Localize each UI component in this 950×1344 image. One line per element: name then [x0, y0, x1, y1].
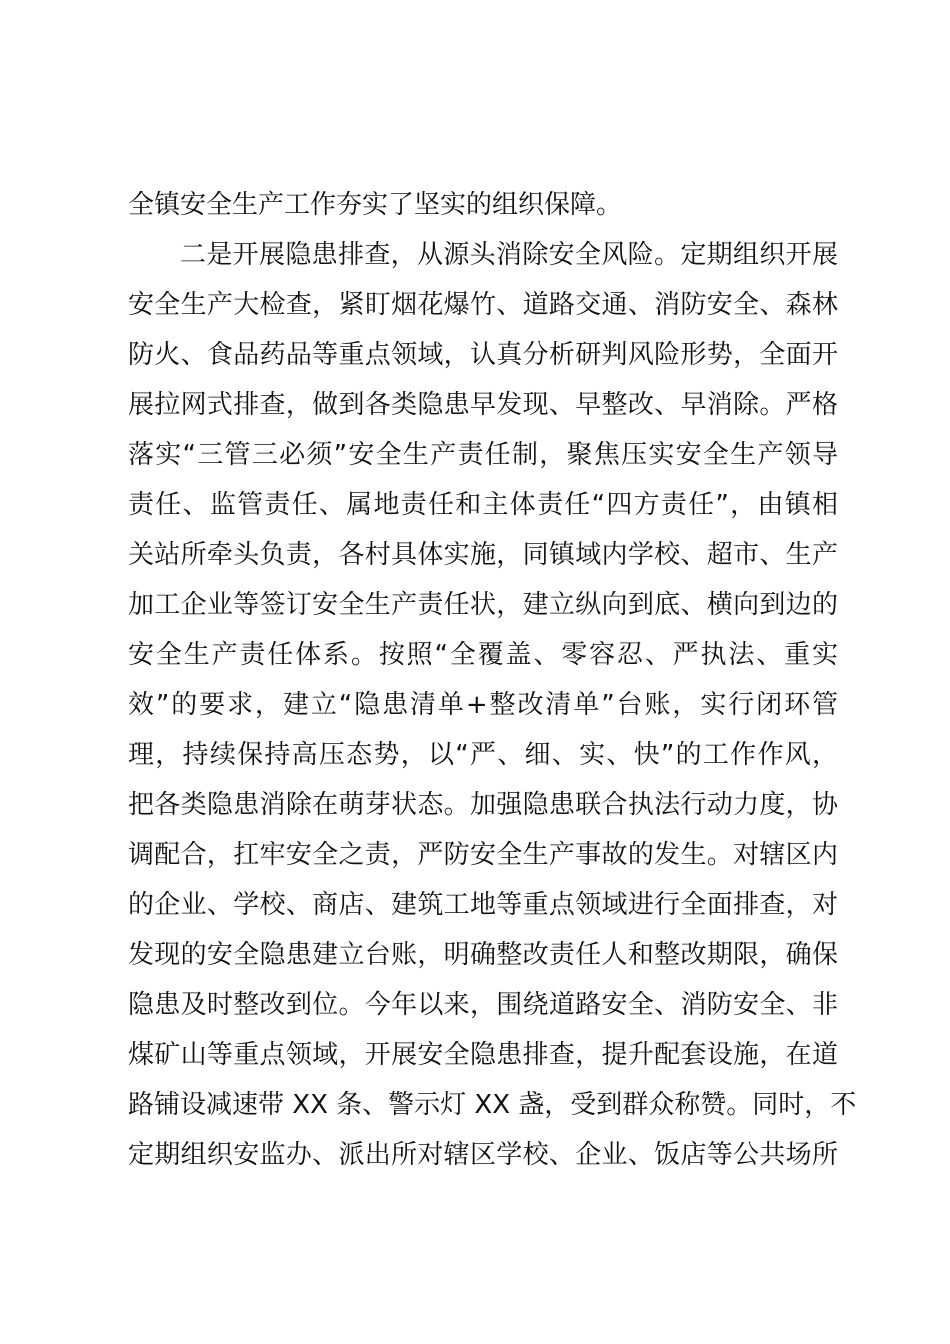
- text-line: 责任、监管责任、属地责任和主体责任“四方责任”，由镇相: [128, 490, 838, 520]
- text-line: 安全生产责任体系。按照“全覆盖、零容忍、严执法、重实: [128, 640, 838, 670]
- text-line: 调配合，扛牢安全之责，严防安全生产事故的发生。对辖区内: [128, 840, 838, 870]
- text-line: 定期组织安监办、派出所对辖区学校、企业、饭店等公共场所: [128, 1140, 838, 1170]
- text-line: 加工企业等签订安全生产责任状，建立纵向到底、横向到边的: [128, 590, 838, 620]
- body-text: [128, 180, 857, 1180]
- text-line: 煤矿山等重点领域，开展安全隐患排查，提升配套设施，在道: [128, 1040, 838, 1070]
- paragraph-first-line: 二是开展隐患排查，从源头消除安全风险。定期组织开展: [180, 240, 838, 270]
- text-line: 的企业、学校、商店、建筑工地等重点领域进行全面排查，对: [128, 890, 838, 920]
- text-line: 全镇安全生产工作夯实了坚实的组织保障。: [128, 190, 623, 220]
- text-line: 隐患及时整改到位。今年以来，围绕道路安全、消防安全、非: [128, 990, 838, 1020]
- text-line: 理，持续保持高压态势，以“严、细、实、快”的工作作风，: [128, 740, 838, 770]
- text-line: 发现的安全隐患建立台账，明确整改责任人和整改期限，确保: [128, 940, 838, 970]
- text-line: 路铺设减速带 XX 条、警示灯 XX 盏，受到群众称赞。同时，不: [128, 1090, 857, 1120]
- text-line: 把各类隐患消除在萌芽状态。加强隐患联合执法行动力度，协: [128, 790, 838, 820]
- text-line: 安全生产大检查，紧盯烟花爆竹、道路交通、消防安全、森林: [128, 290, 838, 320]
- text-line: 落实“三管三必须”安全生产责任制，聚焦压实安全生产领导: [128, 440, 838, 470]
- text-line: 关站所牵头负责，各村具体实施，同镇域内学校、超市、生产: [128, 540, 838, 570]
- text-line: 展拉网式排查，做到各类隐患早发现、早整改、早消除。严格: [128, 390, 838, 420]
- text-line: 效”的要求，建立“隐患清单+整改清单”台账，实行闭环管: [128, 690, 838, 720]
- text-line: 防火、食品药品等重点领域，认真分析研判风险形势，全面开: [128, 340, 838, 370]
